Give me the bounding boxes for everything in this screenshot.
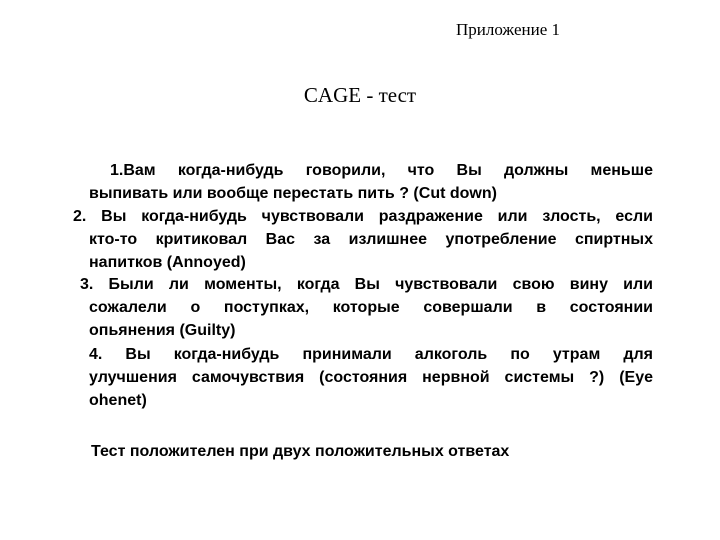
question-2-line-2: кто-то критиковал Вас за излишнее употребление спиртных [89, 231, 653, 248]
question-4-line-3: ohenet) [89, 392, 147, 409]
appendix-label: Приложение 1 [456, 20, 560, 39]
question-1-line-1: 1.Вам когда-нибудь говорили, что Вы должны меньше [110, 162, 653, 179]
question-2-line-1: 2. Вы когда-нибудь чувствовали раздражение или злость, если [73, 208, 653, 225]
question-2-line-3: напитков (Annoyed) [89, 254, 246, 271]
result-note: Тест положителен при двух положительных ответах [91, 443, 510, 460]
question-4-line-2: улучшения самочувствия (состояния нервной системы ?) (Eye [89, 369, 653, 386]
page-title: CAGE - тест [303, 83, 417, 107]
question-1 [89, 159, 653, 205]
question-3 [80, 273, 653, 342]
question-4-line-1: 4. Вы когда-нибудь принимали алкоголь по утрам для [89, 346, 653, 363]
question-1-line-2: выпивать или вообще перестать пить ? (Cut down) [89, 185, 497, 202]
question-4 [89, 343, 653, 412]
question-2 [73, 205, 653, 274]
question-3-line-3: опьянения (Guilty) [89, 322, 236, 339]
question-3-line-2: сожалели о поступках, которые совершали в состоянии [89, 299, 653, 316]
question-3-line-1: 3. Были ли моменты, когда Вы чувствовали свою вину или [80, 276, 653, 293]
